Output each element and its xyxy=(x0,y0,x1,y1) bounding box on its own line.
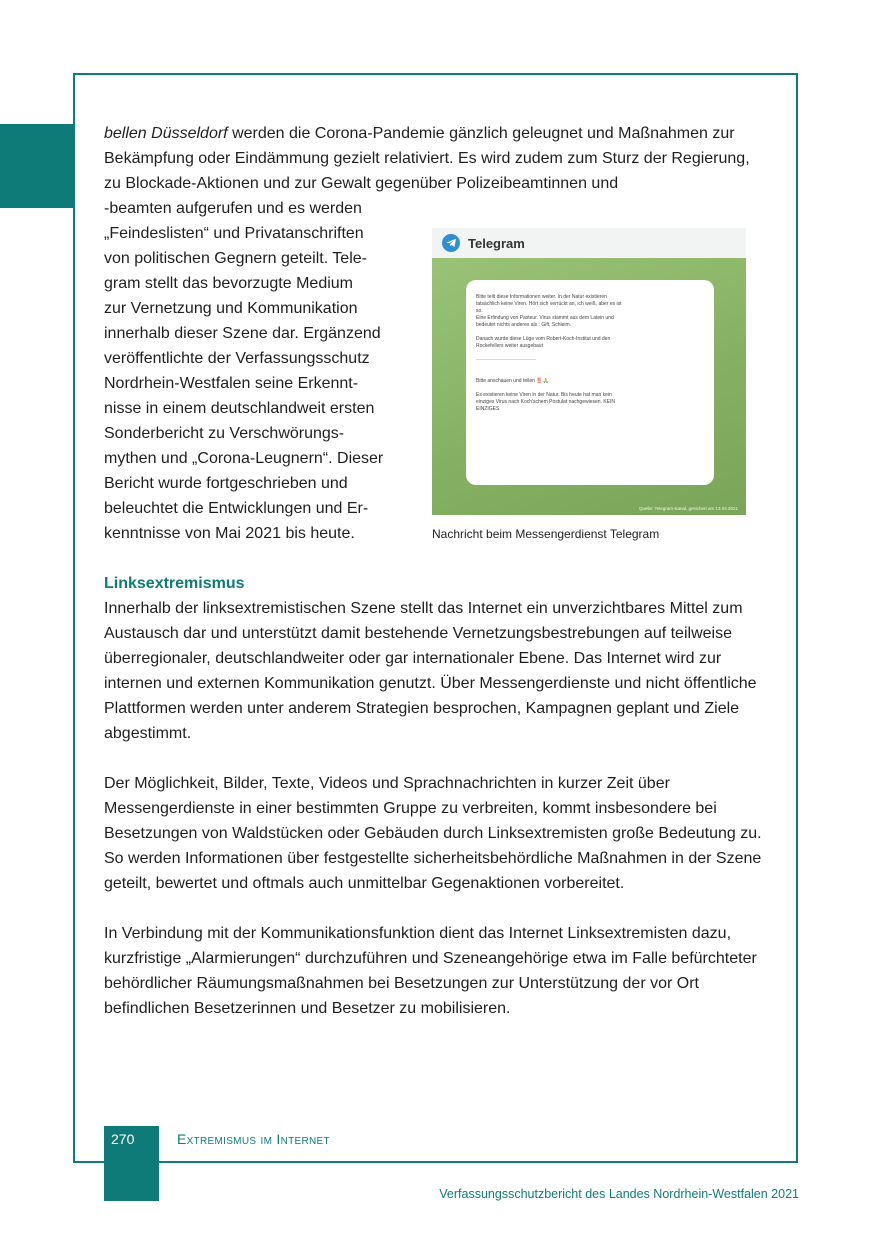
message-line: Es existieren keine Viren in der Natur. Bis heute hat man kein xyxy=(476,392,612,398)
message-line: bedeutet nichts anderes als : Gift, Schleim. xyxy=(476,322,572,328)
wrapped-text-line: Sonderbericht zu Verschwörungs- xyxy=(104,425,345,442)
telegram-source-credit: Quelle: Telegram-Kanal, gesichert am 13.04.2021 xyxy=(639,506,738,511)
telegram-logo-icon xyxy=(442,234,460,252)
message-line: Bitte teilt diese Informationen weiter. In der Natur existieren xyxy=(476,294,607,300)
intro-italic-text: bellen Düsseldorf xyxy=(104,125,228,142)
message-spacer xyxy=(476,329,704,336)
message-spacer xyxy=(476,385,704,392)
wrapped-text-line: zur Vernetzung und Kommunikation xyxy=(104,300,358,317)
paragraph-linksextremismus-1: Innerhalb der linksextremistischen Szene stellt das Internet ein unverzichtbares Mittel zum Austausch dar und unterstützt damit bestehende Vernetzungsbestrebungen auf teilweise überregionaler, deutschlandweiter oder gar internationaler Ebene. Das Internet wird zur internen und externen Kommunikation genutzt. Über Messengerdienste und nicht öffentliche Plattformen werden unter anderem Strategien besprochen, Kampagnen geplant und Ziele abgestimmt. xyxy=(104,600,757,742)
wrapped-text-line: innerhalb dieser Szene dar. Ergänzend xyxy=(104,325,381,342)
message-spacer xyxy=(476,371,704,378)
message-line: einziges Virus nach Koch'schem Postulat nachgewiesen. KEIN xyxy=(476,399,615,405)
wrapped-text-line: kenntnisse von Mai 2021 bis heute. xyxy=(104,525,355,542)
intro-text: werden die Corona-Pandemie gänzlich geleugnet und Maßnahmen zur Bekämpfung oder Eindämmung gezielt relativiert. Es wird zudem zum Sturz der Regierung, zu Blockade-Aktionen und zur Gewalt gegenüber Polizeibeamtinnen und xyxy=(104,125,750,192)
wrapped-text-line: Nordrhein-Westfalen seine Erkennt- xyxy=(104,375,359,392)
chapter-side-tab xyxy=(0,124,75,208)
paragraph-linksextremismus-3: In Verbindung mit der Kommunikationsfunktion dient das Internet Linksextremisten dazu, kurzfristige „Alarmierungen“ durchzuführen und Szeneangehörige etwa im Falle befürchteter behördlicher Räumungsmaßnahmen bei Besetzungen zur Unterstützung der vor Ort befindlichen Besetzerinnen und Besetzer zu mobilisieren. xyxy=(104,925,757,1017)
page-number: 270 xyxy=(111,1131,135,1147)
wrapped-text-column xyxy=(104,196,409,546)
message-line: EINZIGES xyxy=(476,406,500,412)
message-link[interactable]: ———————————— xyxy=(476,357,536,363)
publication-footer: Verfassungsschutzbericht des Landes Nordrhein-Westfalen 2021 xyxy=(439,1187,799,1201)
figure-caption: Nachricht beim Messengerdienst Telegram xyxy=(432,527,660,541)
telegram-message-bubble xyxy=(466,280,714,485)
paragraph-linksextremismus-2: Der Möglichkeit, Bilder, Texte, Videos und Sprachnachrichten in kurzer Zeit über Messengerdienste in einer bestimmten Gruppe zu verbreiten, kommt insbesondere bei Besetzungen von Waldstücken oder Gebäuden durch Linksextremisten große Bedeutung zu. So werden Informationen über festgestellte sicherheitsbehördliche Maßnahmen in der Szene geteilt, bewertet und oftmals auch unmittelbar Gegenaktionen vorbereitet. xyxy=(104,775,762,892)
telegram-screenshot xyxy=(432,228,746,515)
wrapped-text-line: mythen und „Corona-Leugnern“. Dieser xyxy=(104,450,384,467)
intro-paragraph xyxy=(104,121,770,196)
section-heading: Linksextremismus xyxy=(104,575,245,592)
message-line: Rockefellers weiter ausgebaut xyxy=(476,343,543,349)
wrapped-text-line: beleuchtet die Entwicklungen und Er- xyxy=(104,500,369,517)
wrapped-text-line: Bericht wurde fortgeschrieben und xyxy=(104,475,348,492)
wrapped-text-line: veröffentlichte der Verfassungsschutz xyxy=(104,350,370,367)
message-spacer xyxy=(476,350,704,357)
message-line: Bitte anschauen und teilen ‼️🙏 xyxy=(476,378,549,384)
message-line: Danach wurde diese Lüge vom Robert-Koch-Institut und den xyxy=(476,336,611,342)
wrapped-text-line: gram stellt das bevorzugte Medium xyxy=(104,275,353,292)
wrapped-text-line: -beamten aufgerufen und es werden xyxy=(104,200,362,217)
message-line: so. xyxy=(476,308,483,314)
telegram-header xyxy=(432,228,746,258)
wrapped-text-line: nisse in einem deutschlandweit ersten xyxy=(104,400,375,417)
message-line: tatsächlich keine Viren. Hört sich verrückt an, ich weiß, aber es ist xyxy=(476,301,622,307)
running-title: Extremismus im Internet xyxy=(177,1131,330,1147)
telegram-figure xyxy=(432,228,746,542)
message-spacer xyxy=(476,364,704,371)
message-line: Eine Erfindung von Pasteur. Virus stammt aus dem Latein und xyxy=(476,315,614,321)
wrapped-text-line: von politischen Gegnern geteilt. Tele- xyxy=(104,250,367,267)
wrapped-text-line: „Feindeslisten“ und Privatanschriften xyxy=(104,225,364,242)
telegram-app-name: Telegram xyxy=(468,235,525,251)
